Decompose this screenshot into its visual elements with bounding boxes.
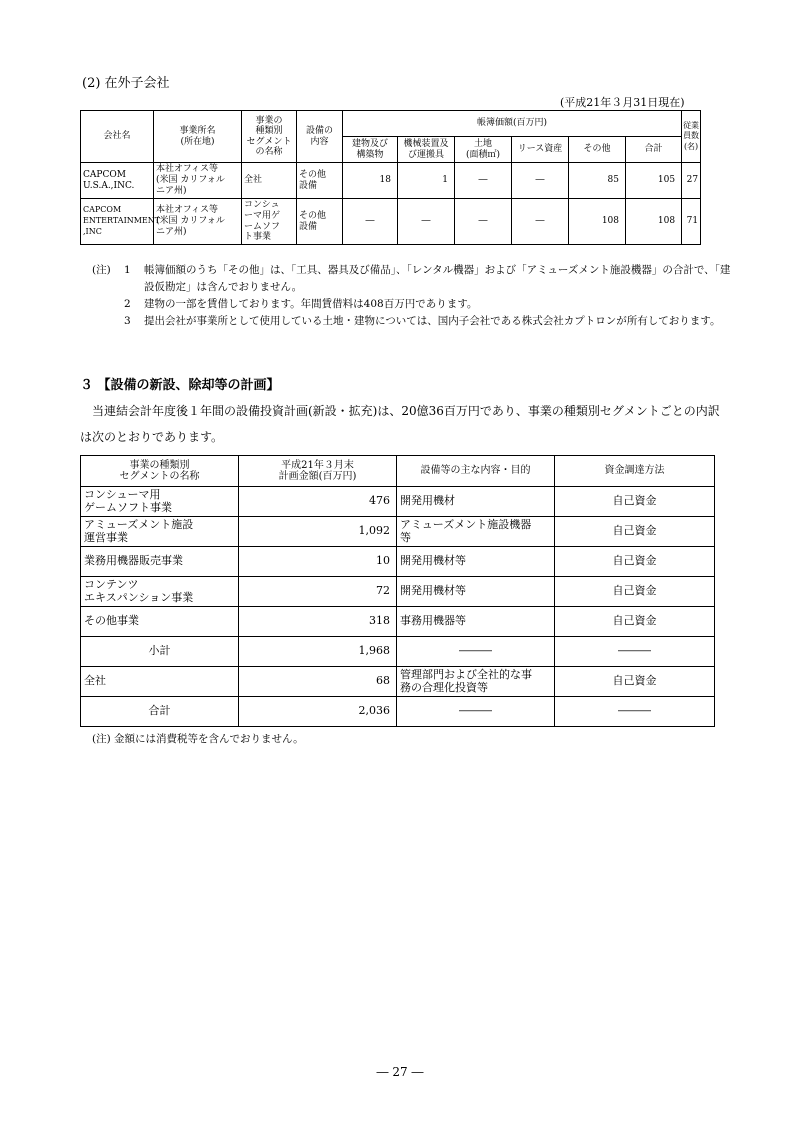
lease-value: ― [512,163,569,199]
plan-content: 開発用機材等 [397,547,555,577]
funding-method: 自己資金 [555,607,715,637]
lease-value: ― [512,199,569,245]
note-number: 1 [124,264,131,276]
plan-amount: 68 [239,667,397,697]
table-row [81,667,715,697]
land-value: ― [455,199,512,245]
funding-method: 自己資金 [555,487,715,517]
machinery-value: ― [398,199,455,245]
company-name: CAPCOM ENTERTAINMENT ,INC [81,199,154,245]
plan-amount: 476 [239,487,397,517]
plan-amount: 1,092 [239,517,397,547]
total-value: 108 [626,199,682,245]
funding-method: 自己資金 [555,547,715,577]
note-item [92,262,732,296]
buildings-value: ― [343,199,398,245]
capex-plan-table [80,455,715,727]
subtotal-row [81,637,715,667]
section-heading: ３ 【設備の新設、除却等の計画】 [80,378,280,393]
funding-method: 自己資金 [555,517,715,547]
funding-method: 自己資金 [555,577,715,607]
table-row [81,547,715,577]
employee-count: 71 [682,199,701,245]
office-location: 本社オフィス等 (米国 カリフォル ニア州) [154,199,242,245]
header-machinery: 機械装置及 び運搬具 [398,137,455,163]
notes-block [92,262,732,330]
header-employees: 従業 員数 (名) [682,111,701,163]
plan-amount: 318 [239,607,397,637]
plan-content: アミューズメント施設機器 等 [397,517,555,547]
other-value: 108 [569,199,626,245]
header-lease: リース資産 [512,137,569,163]
plan-content: ――― [397,697,555,727]
segment-name: 全社 [81,667,239,697]
note-item [92,296,732,313]
segment-name: コンシュ ーマ用ゲ ームソフ ト事業 [242,199,297,245]
segment-name: 全社 [242,163,297,199]
as-of-date: (平成21年３月31日現在) [560,96,685,109]
header-company: 会社名 [81,111,154,163]
note-number: 3 [124,315,131,327]
note-text: 建物の一部を賃借しております。年間賃借料は408百万円であります。 [144,298,478,310]
equipment-content: その他 設備 [297,163,343,199]
plan-content: 開発用機材等 [397,577,555,607]
funding-method: ――― [555,697,715,727]
segment-name: その他事業 [81,607,239,637]
table-row [81,607,715,637]
section-body: 当連結会計年度後１年間の設備投資計画(新設・拡充)は、20億36百万円であり、事業の種類別セグメントごとの内訳は次のとおりであります。 [80,404,720,444]
total-row [81,697,715,727]
header-segment: 事業の種類別 セグメントの名称 [81,456,239,487]
plan-content: 開発用機材 [397,487,555,517]
subsection-title: (2) 在外子会社 [82,76,170,91]
header-amount: 平成21年３月末 計画金額(百万円) [239,456,397,487]
footnote: (注) 金額には消費税等を含んでおりません。 [92,733,304,745]
header-other: その他 [569,137,626,163]
buildings-value: 18 [343,163,398,199]
header-buildings: 建物及び 構築物 [343,137,398,163]
header-land: 土地 (面積㎡) [455,137,512,163]
subsidiary-equipment-table [80,110,701,245]
total-label: 合計 [81,697,239,727]
page-number: ― 27 ― [376,1065,424,1079]
header-book-value: 帳簿価額(百万円) [343,111,682,137]
table-row [81,487,715,517]
note-number: 2 [124,298,131,310]
other-value: 85 [569,163,626,199]
funding-method: 自己資金 [555,667,715,697]
plan-content: 管理部門および全社的な事 務の合理化投資等 [397,667,555,697]
equipment-content: その他 設備 [297,199,343,245]
plan-content: ――― [397,637,555,667]
land-value: ― [455,163,512,199]
total-value: 105 [626,163,682,199]
note-item [92,313,732,330]
table-row [81,577,715,607]
header-content: 設備等の主な内容・目的 [397,456,555,487]
plan-amount: 72 [239,577,397,607]
segment-name: コンテンツ エキスパンション事業 [81,577,239,607]
segment-name: 業務用機器販売事業 [81,547,239,577]
subtotal-amount: 1,968 [239,637,397,667]
table-row [81,163,701,199]
plan-amount: 10 [239,547,397,577]
total-amount: 2,036 [239,697,397,727]
header-total: 合計 [626,137,682,163]
table-row [81,199,701,245]
header-equipment: 設備の 内容 [297,111,343,163]
header-funding: 資金調達方法 [555,456,715,487]
plan-content: 事務用機器等 [397,607,555,637]
header-segment: 事業の 種類別 セグメント の名称 [242,111,297,163]
note-mark: (注) [92,264,111,276]
segment-name: アミューズメント施設 運営事業 [81,517,239,547]
header-office: 事業所名 (所在地) [154,111,242,163]
segment-name: コンシューマ用 ゲームソフト事業 [81,487,239,517]
office-location: 本社オフィス等 (米国 カリフォル ニア州) [154,163,242,199]
employee-count: 27 [682,163,701,199]
company-name: CAPCOM U.S.A.,INC. [81,163,154,199]
funding-method: ――― [555,637,715,667]
subtotal-label: 小計 [81,637,239,667]
machinery-value: 1 [398,163,455,199]
table-row [81,517,715,547]
note-text: 帳簿価額のうち「その他」は、「工具、器具及び備品」、「レンタル機器」および「アミューズメント施設機器」の合計で、「建設仮勘定」は含んでおりません。 [144,264,731,293]
note-text: 提出会社が事業所として使用している土地・建物については、国内子会社である株式会社カプトロンが所有しております。 [144,315,721,327]
